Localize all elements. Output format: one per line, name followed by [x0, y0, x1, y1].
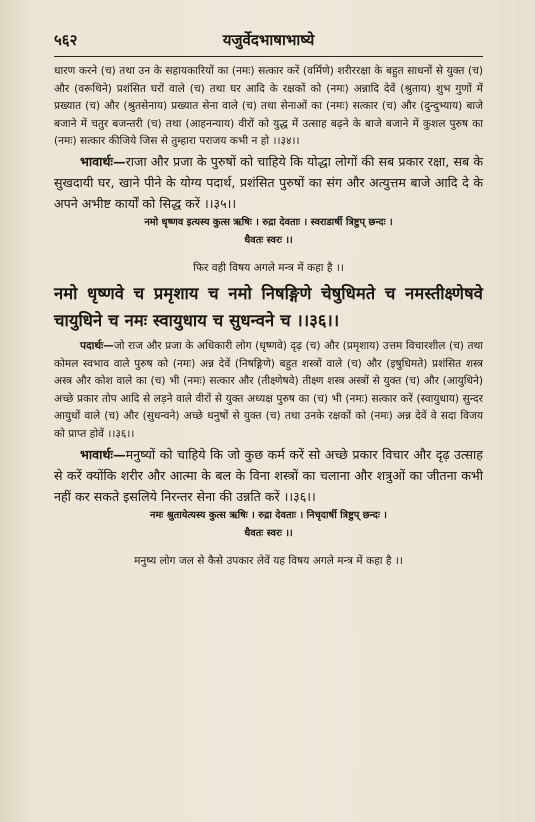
padartha-label: पदार्थः—: [80, 339, 114, 352]
bhavartha-text: मनुष्यों को चाहिये कि जो कुछ कर्म करें सो अच्छे प्रकार विचार और दृढ़ उत्साह से करें क्योंकि शरीर और आत्मा के बल के विना शस्त्रों का चलाना और शत्रुओं का जीतना कभी नहीं कर सकते इसलिये निरन्तर सेना की उन्नति करें ।।३६।।: [54, 446, 483, 504]
page-header: [54, 30, 483, 54]
bhavartha-text: राजा और प्रजा के पुरुषों को चाहिये कि योद्धा लोगों की सब प्रकार रक्षा, सब के सुखदायी घर, खाने पीने के योग्य पदार्थ, प्रशंसित पुरुषों का संग और अत्युत्तम बाजे आदि दे के अपने अभीष्ट कार्यों को सिद्ध करें ।।३५।।: [54, 153, 483, 211]
running-title: यजुर्वेदभाषाभाष्ये: [222, 31, 315, 49]
swara-line-37: धैवतः स्वरः ।।: [244, 527, 293, 539]
mantra-36: नमो धृष्णवे च प्रमृशाय च नमो निषङ्गिणे चेषुधिमते च नमस्तीक्ष्णेषवे चायुधिने च नमः स्वायुधाय च सुधन्वने च ।।३६।।: [54, 283, 483, 330]
rishi-line-37: नमः श्रुतायेत्यस्य कुत्स ऋषिः । रुद्रा देवताः । निचृदार्षी त्रिष्टुप् छन्दः ।: [150, 509, 387, 521]
bhavartha-label: भावार्थः—: [80, 153, 126, 169]
header-rule: [54, 56, 483, 57]
padartha-36: [54, 338, 483, 444]
mantra-intro-37: मनुष्य लोग जल से कैसे उपकार लेवें यह विषय अगले मन्त्र में कहा है ।।: [134, 554, 403, 567]
swara-line-36: धैवतः स्वरः ।।: [244, 234, 293, 246]
mantra-intro-36: फिर वही विषय अगले मन्त्र में कहा है ।।: [193, 261, 344, 274]
bhavartha-label: भावार्थः—: [80, 446, 126, 462]
page-number: ५६२: [54, 31, 78, 49]
bhavartha-36: [54, 444, 483, 507]
rishi-line-36: नमो धृष्णव इत्यस्य कुत्स ऋषिः । रुद्रा देवताः । स्वराडार्षी त्रिष्टुप् छन्दः ।: [144, 216, 393, 228]
padartha-34-continuation: धारण करने (च) तथा उन के सहायकारियों का (नमः) सत्कार करें (वर्मिणे) शरीररक्षा के बहुत साधनों से युक्त (च) और (वरूथिने) प्रशंसित घरों वाले (च) तथा घर आदि के रक्षकों को (नमः) अन्नादि देवें (श्रुताय) शुभ गुणों में प्रख्यात (च) और (श्रुतसेनाय) प्रख्यात सेना वाले (च) तथा सेनाओं का (नमः) सत्कार (च) और (दुन्दुभ्याय) बाजे बजाने में चतुर बजन्तरी (च) तथा (आहनन्याय) वीरों को युद्ध में उत्साह बढ़ने के बाजे बजाने में कुशल पुरुष का (नमः) सत्कार कीजिये जिस से तुम्हारा पराजय कभी न हो ।।३४।।: [54, 65, 483, 148]
bhavartha-35: [54, 151, 483, 214]
padartha-text: जो राज और प्रजा के अधिकारी लोग (धृष्णवे) दृढ़ (च) और (प्रमृशाय) उत्तम विचारशील (च) तथा कोमल स्वभाव वाले पुरुष को (नमः) अन्न देवें (निषङ्गिणे) बहुत शस्त्रों वाले (च) और (इषुधिमते) प्रशंसित शस्त्र अस्त्र और कोश वाले का (च) भी (नमः) सत्कार और (तीक्ष्णेषवे) तीक्ष्ण शस्त्र अस्त्रों से युक्त (च) और (आयुधिने) अच्छे प्रकार तोप आदि से लड़ने वाले वीरों से युक्त अध्यक्ष पुरुष का (च) भी (नमः) सत्कार करें (स्वायुधाय) सुन्दर आयुधों वाले (च) और (सुधन्वने) अच्छे धनुषों से युक्त (च) तथा उनके रक्षकों को (नमः) अन्न देवें वे सदा विजय को प्राप्त होवें ।।३६।।: [54, 339, 483, 440]
